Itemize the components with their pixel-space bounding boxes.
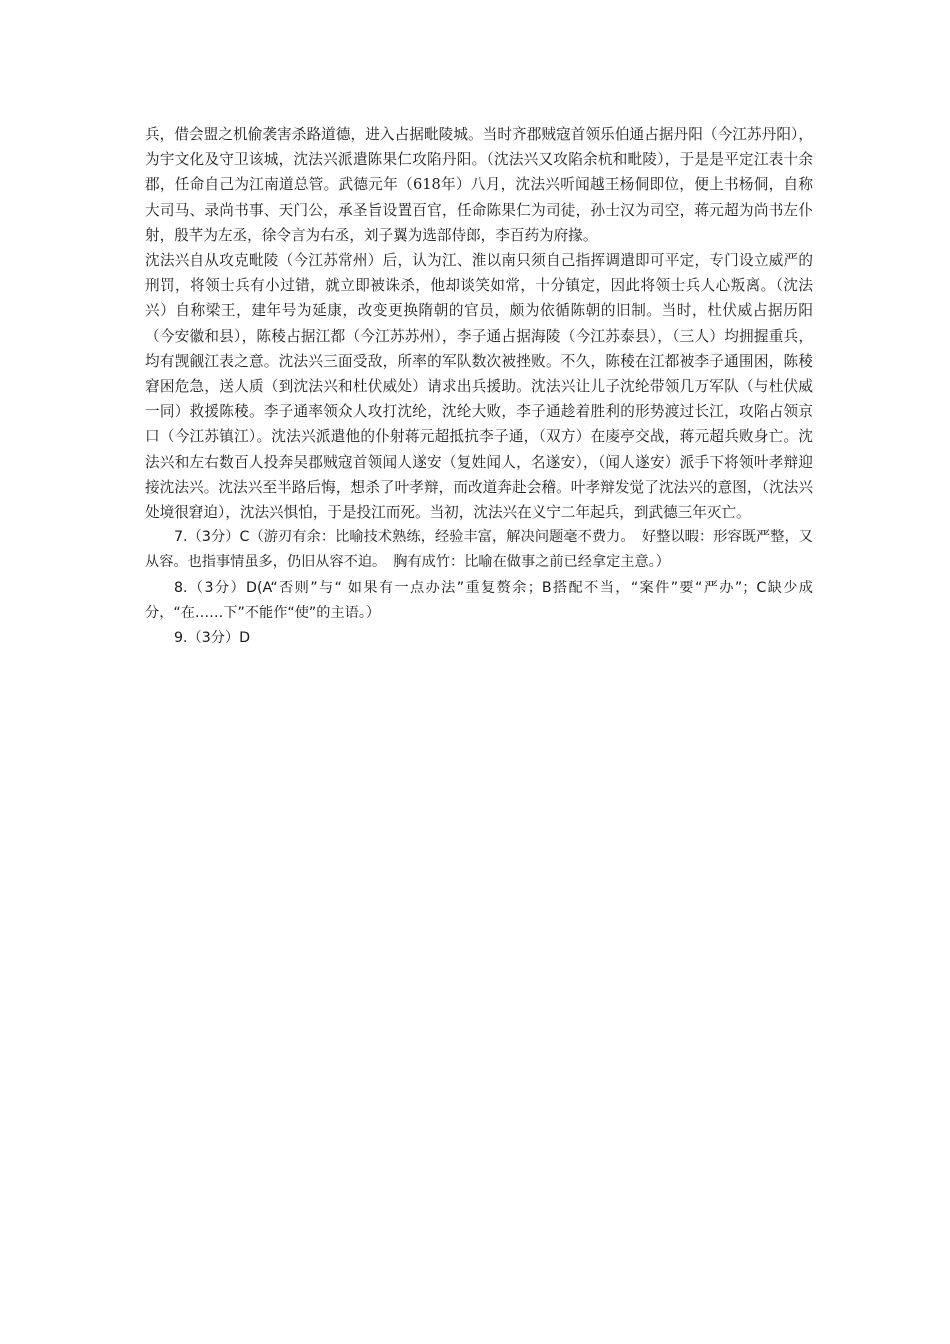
- answer-item-7: 7.（3分）C（游刃有余：比喻技术熟练，经验丰富，解决问题毫不费力。 好整以暇：形容既严整，又从容。也指事情虽多，仍旧从容不迫。 胸有成竹：比喻在做事之前已经拿定主意。）: [145, 529, 813, 571]
- document-body: [145, 122, 813, 651]
- answer-item-9: 9.（3分）D: [174, 630, 251, 647]
- paragraph-translation-1: 兵，借会盟之机偷袭害杀路道德，进入占据毗陵城。当时齐郡贼寇首领乐伯通占据丹阳（今江苏丹阳），为宇文化及守卫该城，沈法兴派遣陈果仁攻陷丹阳。（沈法兴又攻陷余杭和毗陵），于是是平定江表十余郡，任命自己为江南道总管。武德元年（618年）八月，沈法兴听闻越王杨侗即位，便上书杨侗，自称大司马、录尚书事、天门公，承圣旨设置百官，任命陈果仁为司徒，孙士汉为司空，蒋元超为尚书左仆射，殷芊为左丞，徐令言为右丞，刘子翼为选部侍郎，李百药为府掾。: [145, 126, 813, 244]
- answer-item-8: 8.（3分）D(A“否则”与“ 如果有一点办法”重复赘余；B搭配不当，“案件”要“严办”；C缺少成分，“在……下”不能作“使”的主语。）: [145, 579, 813, 621]
- paragraph-translation-2: 沈法兴自从攻克毗陵（今江苏常州）后，认为江、淮以南只须自己指挥调遣即可平定，专门设立威严的刑罚，将领士兵有小过错，就立即被诛杀，他却谈笑如常，十分镇定，因此将领士兵人心叛离。（沈法兴）自称梁王，建年号为延康，改变更换隋朝的官员，颇为依循陈朝的旧制。当时，杜伏威占据历阳（今安徽和县），陈稜占据江都（今江苏苏州），李子通占据海陵（今江苏泰县），（三人）均拥握重兵，均有觊觎江表之意。沈法兴三面受敌，所率的军队数次被挫败。不久，陈稜在江都被李子通围困，陈稜窘困危急，送人质（到沈法兴和杜伏威处）请求出兵援助。沈法兴让儿子沈纶带领几万军队（与杜伏威一同）救援陈稜。李子通率领众人攻打沈纶，沈纶大败，李子通趁着胜利的形势渡过长江，攻陷占领京口（今江苏镇江）。沈法兴派遣他的仆射蒋元超抵抗李子通，（双方）在庱亭交战，蒋元超兵败身亡。沈法兴和左右数百人投奔吴郡贼寇首领闻人遂安（复姓闻人，名遂安），（闻人遂安）派手下将领叶孝辩迎接沈法兴。沈法兴至半路后悔，想杀了叶孝辩，而改道奔赴会稽。叶孝辩发觉了沈法兴的意图，（沈法兴处境很窘迫），沈法兴惧怕，于是投江而死。当初，沈法兴在义宁二年起兵，到武德三年灭亡。: [145, 252, 813, 522]
